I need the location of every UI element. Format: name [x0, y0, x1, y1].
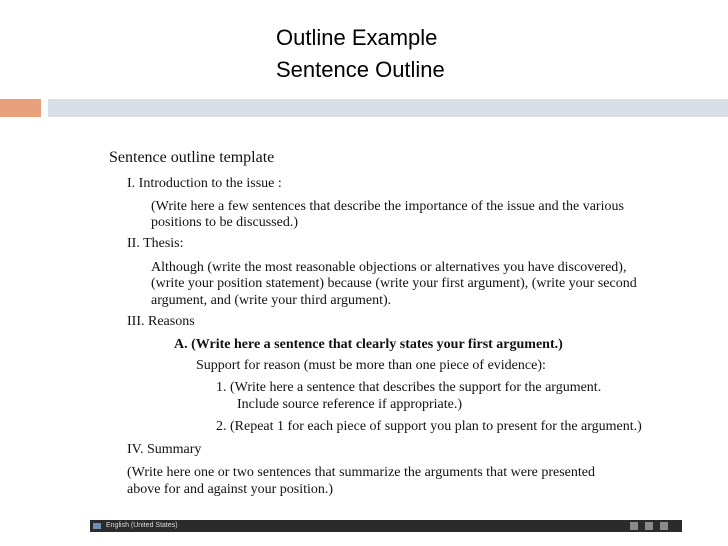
outline-line: Include source reference if appropriate.) [237, 397, 463, 412]
view-icon[interactable] [630, 522, 638, 530]
title-line-2: Sentence Outline [276, 57, 445, 82]
outline-line: (write your position statement) because (write your first argument), (write your second [151, 276, 637, 291]
outline-line: 1. (Write here a sentence that describes the support for the argument. [216, 380, 602, 395]
outline-heading: Sentence outline template [109, 149, 275, 166]
outline-line: argument, and (write your third argument). [151, 293, 392, 308]
outline-line: A. (Write here a sentence that clearly states your first argument.) [174, 337, 563, 352]
outline-line: (Write here one or two sentences that summarize the arguments that were presented [127, 465, 595, 480]
outline-line: IV. Summary [127, 442, 202, 457]
outline-line: Support for reason (must be more than one piece of evidence): [196, 358, 546, 373]
outline-line: III. Reasons [127, 314, 195, 329]
outline-line: II. Thesis: [127, 236, 184, 251]
document-icon [93, 523, 101, 529]
title-line-1: Outline Example [276, 25, 438, 50]
layout-icon[interactable] [645, 522, 653, 530]
language-indicator[interactable]: English (United States) [106, 522, 178, 529]
outline-line: Although (write the most reasonable objections or alternatives you have discovered), [151, 260, 627, 275]
status-bar [90, 520, 682, 532]
outline-line: (Write here a few sentences that describe the importance of the issue and the various [151, 199, 624, 214]
outline-line: I. Introduction to the issue : [127, 176, 282, 191]
outline-line: positions to be discussed.) [151, 215, 298, 230]
zoom-icon[interactable] [660, 522, 668, 530]
outline-line: above for and against your position.) [127, 482, 334, 497]
outline-line: 2. (Repeat 1 for each piece of support you plan to present for the argument.) [216, 419, 642, 434]
